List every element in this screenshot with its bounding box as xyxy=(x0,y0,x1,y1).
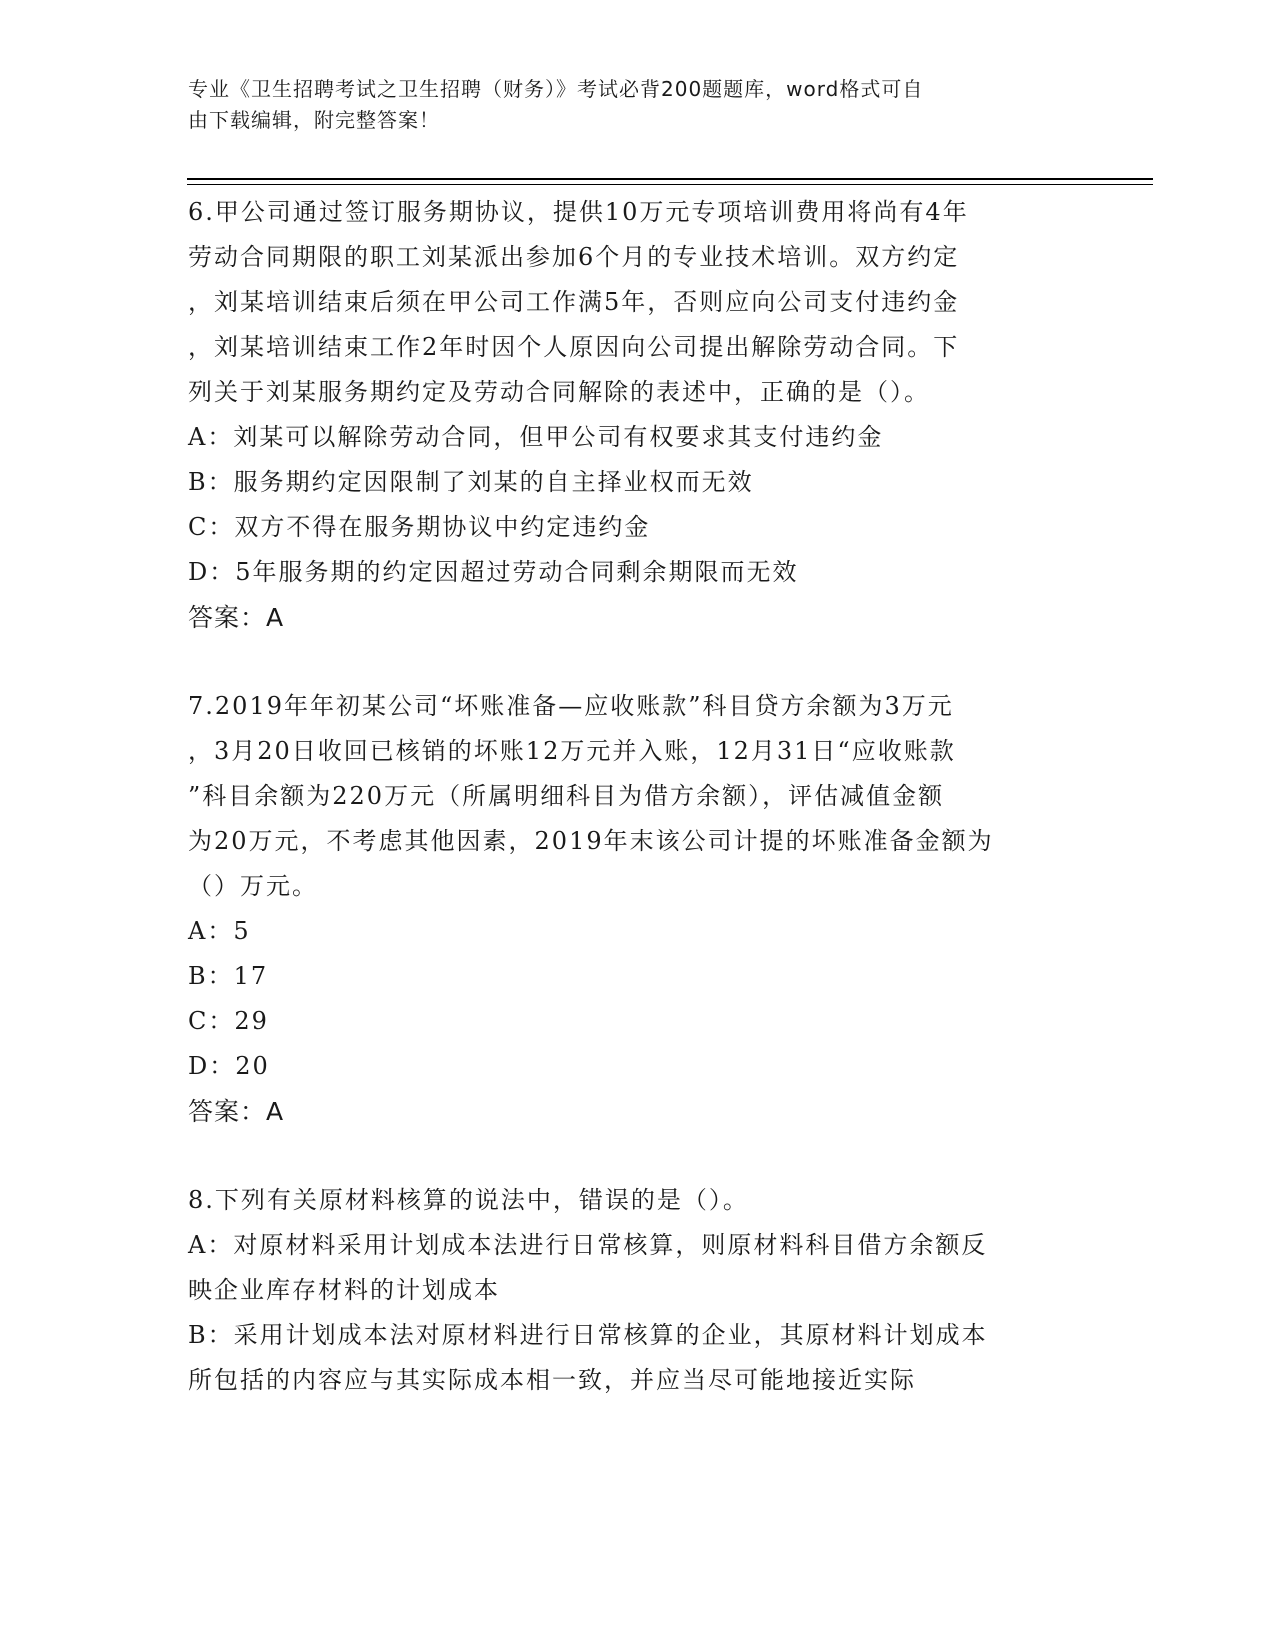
option-b-continued: 所包括的内容应与其实际成本相一致，并应当尽可能地接近实际 xyxy=(188,1366,916,1394)
answer-label: 答案：A xyxy=(188,603,285,632)
question-stem-line: 劳动合同期限的职工刘某派出参加6个月的专业技术培训。双方约定 xyxy=(188,243,960,271)
option-b: B：采用计划成本法对原材料进行日常核算的企业，其原材料计划成本 xyxy=(188,1321,988,1349)
option-a: A：对原材料采用计划成本法进行日常核算，则原材料科目借方余额反 xyxy=(188,1231,988,1259)
question-stem-line: 列关于刘某服务期约定及劳动合同解除的表述中，正确的是（）。 xyxy=(188,378,930,406)
question-stem-line: ，3月20日收回已核销的坏账12万元并入账，12月31日“应收账款 xyxy=(188,737,956,765)
question-7 xyxy=(188,684,1078,1134)
option-a: A：5 xyxy=(188,917,251,945)
option-c: C：双方不得在服务期协议中约定违约金 xyxy=(188,513,651,541)
question-stem-line: 7.2019年年初某公司“坏账准备—应收账款”科目贷方余额为3万元 xyxy=(188,692,954,720)
question-stem-line: ，刘某培训结束后须在甲公司工作满5年，否则应向公司支付违约金 xyxy=(188,288,960,316)
header-divider-thin xyxy=(187,184,1153,185)
option-c: C：29 xyxy=(188,1007,269,1035)
question-stem-line: 6.甲公司通过签订服务期协议，提供10万元专项培训费用将尚有4年 xyxy=(188,198,969,226)
header-divider-thick xyxy=(187,178,1153,180)
option-a: A：刘某可以解除劳动合同，但甲公司有权要求其支付违约金 xyxy=(188,423,884,451)
question-stem-line: ”科目余额为220万元（所属明细科目为借方余额），评估减值金额 xyxy=(188,782,945,810)
option-b: B：17 xyxy=(188,962,269,990)
header-line-1: 专业《卫生招聘考试之卫生招聘（财务）》考试必背200题题库，word格式可自 xyxy=(188,77,924,101)
answer-label: 答案：A xyxy=(188,1097,285,1126)
question-6 xyxy=(188,190,1078,640)
option-d: D：5年服务期的约定因超过劳动合同剩余期限而无效 xyxy=(188,558,799,586)
document-header xyxy=(188,74,1068,136)
option-b: B：服务期约定因限制了刘某的自主择业权而无效 xyxy=(188,468,754,496)
question-stem-line: 8.下列有关原材料核算的说法中，错误的是（）。 xyxy=(188,1186,749,1214)
option-d: D：20 xyxy=(188,1052,270,1080)
question-list xyxy=(188,190,1078,1447)
question-8 xyxy=(188,1178,1078,1403)
question-stem-line: 为20万元，不考虑其他因素，2019年末该公司计提的坏账准备金额为 xyxy=(188,827,994,855)
question-stem-line: ，刘某培训结束工作2年时因个人原因向公司提出解除劳动合同。下 xyxy=(188,333,960,361)
header-line-2: 由下载编辑，附完整答案！ xyxy=(188,108,440,132)
question-stem-line: （）万元。 xyxy=(188,872,318,900)
option-a-continued: 映企业库存材料的计划成本 xyxy=(188,1276,500,1304)
